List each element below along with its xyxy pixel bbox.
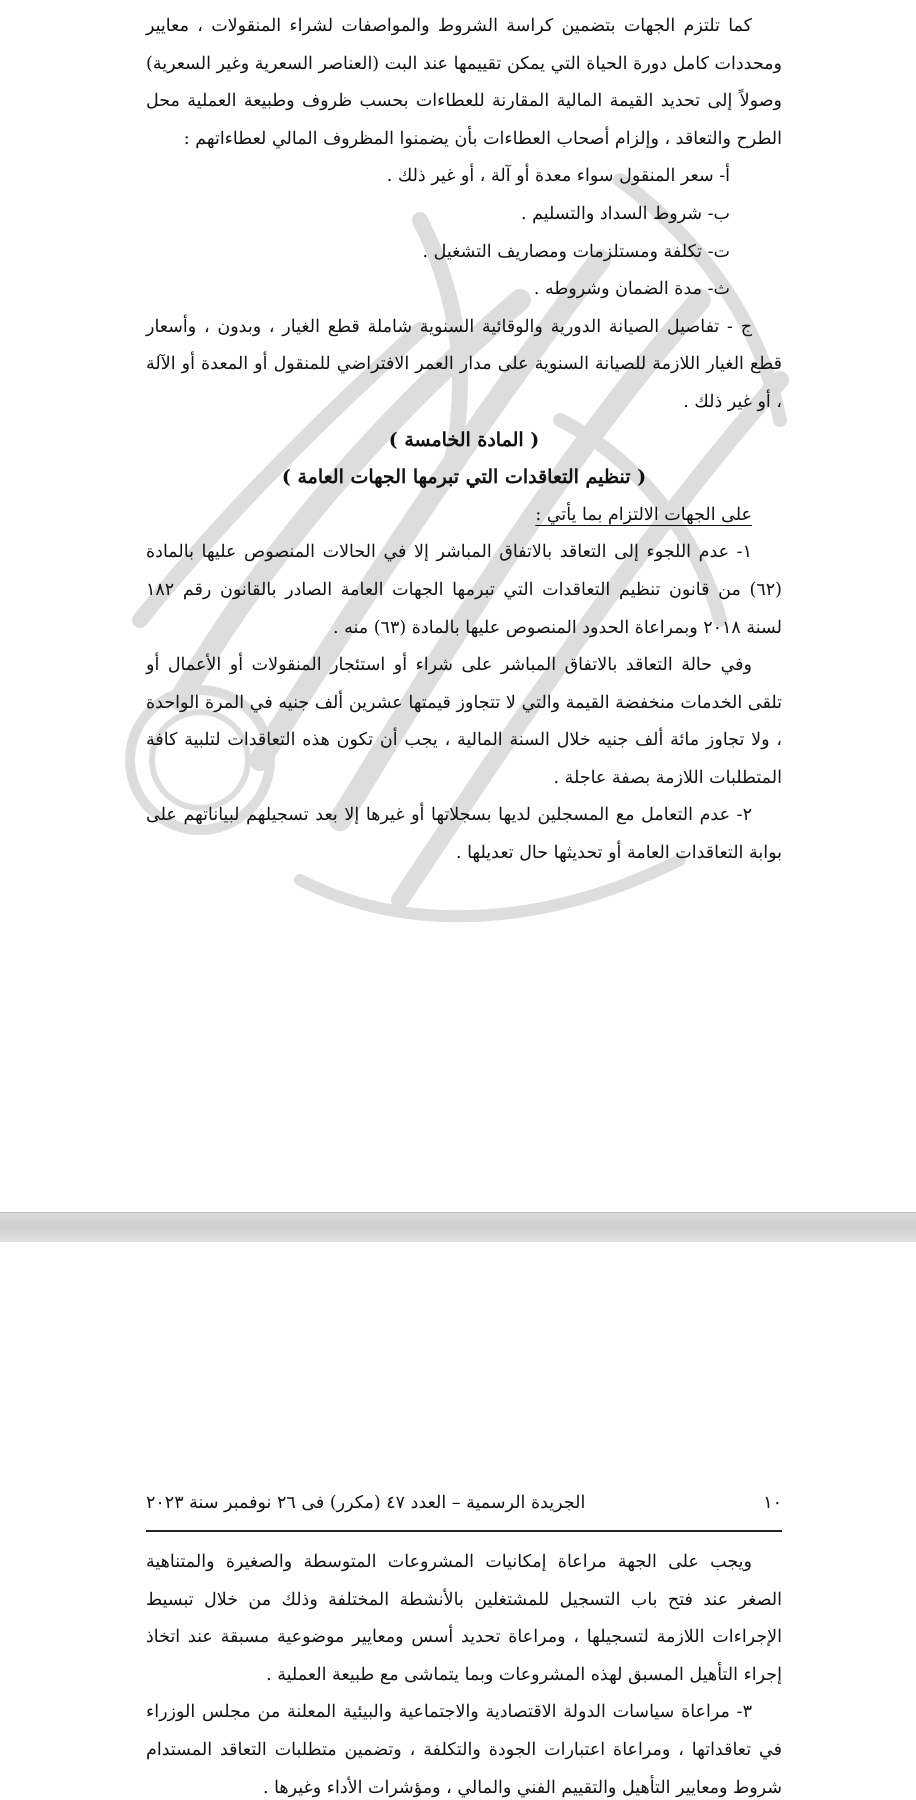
list-item-warranty: ث- مدة الضمان وشروطه . <box>533 279 730 300</box>
body-text-top <box>146 8 782 873</box>
paragraph-low-value-contracts: وفي حالة التعاقد بالاتفاق المباشر على شراء أو استئجار المنقولات أو الأعمال أو تلقى الخدمات منخفضة القيمة والتي لا تتجاوز قيمتها عشرين ألف جنيه في المرة الواحدة ، ولا تجاوز مائة ألف جنيه خلال السنة المالية ، يجب أن تكون هذه التعاقدات لتلبية كافة المتطلبات اللازمة بصفة عاجلة . <box>146 655 782 788</box>
list-item-payment: ب- شروط السداد والتسليم . <box>520 203 730 224</box>
list-item-maintenance: ج - تفاصيل الصيانة الدورية والوقائية السنوية شاملة قطع الغيار ، وبدون ، وأسعار قطع الغيار اللازمة للصيانة السنوية على مدار العمر الافتراضي للمنقول أو المعدة أو الآلة ، أو غير ذلك . <box>146 316 782 412</box>
page-number: ١٠ <box>763 1493 782 1513</box>
list-item-price: أ- سعر المنقول سواء معدة أو آلة ، أو غير ذلك . <box>386 166 730 187</box>
running-header <box>146 1486 782 1520</box>
gazette-title: الجريدة الرسمية – العدد ٤٧ (مكرر) فى ٢٦ نوفمبر سنة ٢٠٢٣ <box>146 1493 586 1513</box>
article-title: ( المادة الخامسة ) <box>388 428 540 451</box>
paragraph-direct-contracting: ١- عدم اللجوء إلى التعاقد بالاتفاق المباشر إلا في الحالات المنصوص عليها بالمادة (٦٢) من قانون تنظيم التعاقدات التي تبرمها الجهات العامة الصادر بالقانون رقم ١٨٢ لسنة ٢٠١٨ وبمراعاة الحدود المنصوص عليها بالمادة (٦٣) منه . <box>146 542 782 638</box>
article-subtitle: ( تنظيم التعاقدات التي تبرمها الجهات العامة ) <box>281 466 647 489</box>
body-text-bottom <box>146 1544 782 1800</box>
article-intro <box>146 497 782 535</box>
page-separator <box>0 1212 916 1244</box>
paragraph-sme: ويجب على الجهة مراعاة إمكانيات المشروعات المتوسطة والصغيرة والمتناهية الصغر عند فتح باب التسجيل للمشتغلين بالأنشطة المختلفة وذلك من خلال تبسيط الإجراءات اللازمة لتسجيلها ، ومراعاة تحديد أسس ومعايير موضوعية مسبقة عند اتخاذ إجراء التأهيل المسبق لهذه المشروعات وبما يتماشى مع طبيعة العملية . <box>146 1552 782 1685</box>
paragraph-registration: ٢- عدم التعامل مع المسجلين لديها بسجلاتها أو غيرها إلا بعد تسجيلهم لبياناتهم على بوابة التعاقدات العامة أو تحديثها حال تعديلها . <box>146 805 782 864</box>
list-item-operating-cost: ت- تكلفة ومستلزمات ومصاريف التشغيل . <box>422 241 730 262</box>
paragraph-state-policies: ٣- مراعاة سياسات الدولة الاقتصادية والاجتماعية والبيئية المعلنة من مجلس الوزراء في تعاقداتها ، ومراعاة اعتبارات الجودة والتكلفة ، وتضمين متطلبات التعاقد المستدام شروط ومعايير التأهيل والتقييم الفني والمالي ، ومؤشرات الأداء وغيرها . <box>146 1702 782 1798</box>
paragraph-specifications: كما تلتزم الجهات بتضمين كراسة الشروط والمواصفات لشراء المنقولات ، معايير ومحددات كامل دورة الحياة التي يمكن تقييمها عند البت (العناصر السعرية وغير السعرية) وصولاً إلى تحديد القيمة المالية المقارنة للعطاءات بحسب ظروف وطبيعة العملية محل الطرح والتعاقد ، وإلزام أصحاب العطاءات بأن يضمنوا المظروف المالي لعطاءاتهم : <box>146 16 782 149</box>
article-intro-text: على الجهات الالتزام بما يأتي : <box>535 504 752 525</box>
header-rule <box>146 1530 782 1532</box>
